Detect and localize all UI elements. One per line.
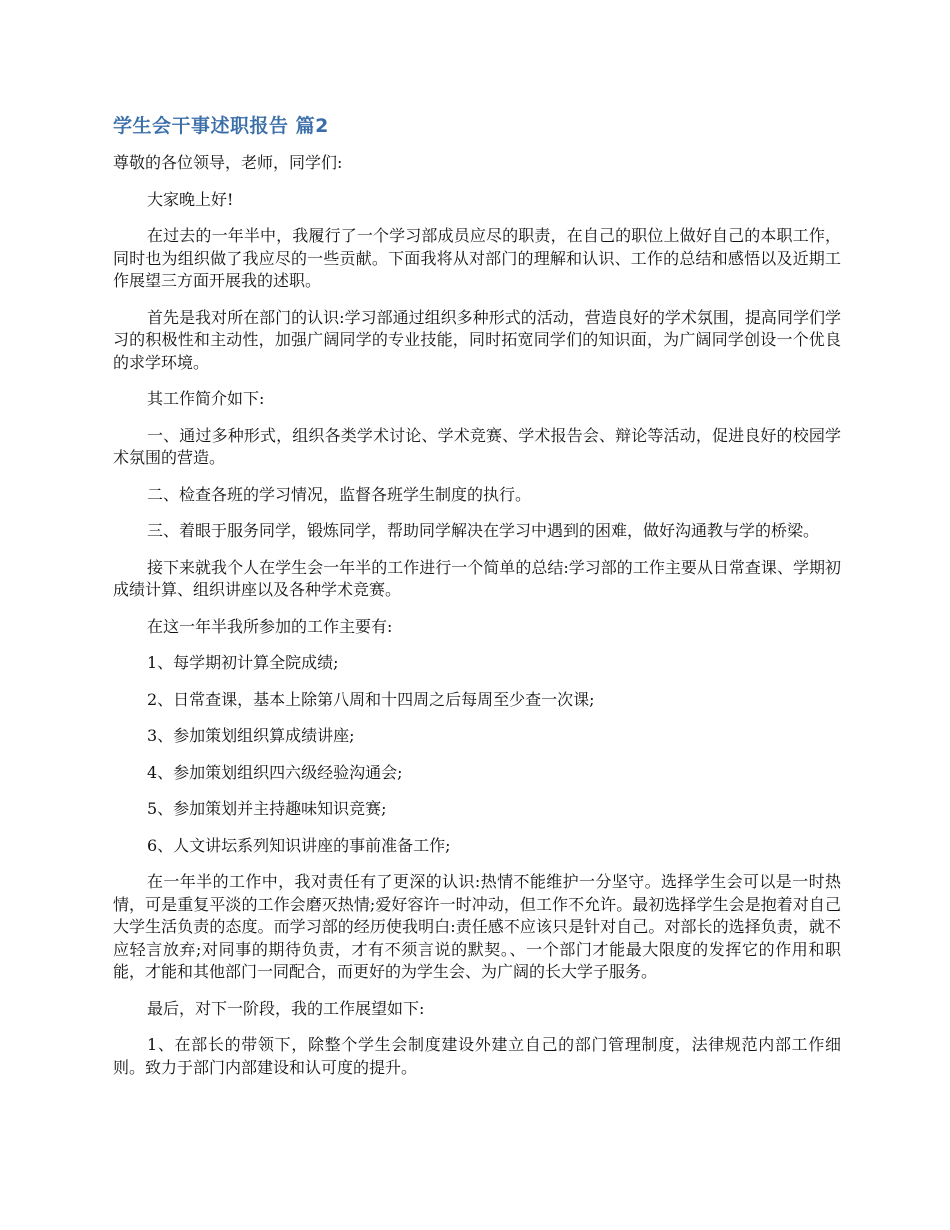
list-item: 6、人文讲坛系列知识讲座的事前准备工作; (147, 835, 451, 855)
work-item-paragraph: 一、通过多种形式，组织各类学术讨论、学术竞赛、学术报告会、辩论等活动，促进良好的校园学术氛围的营造。 (113, 425, 841, 467)
list-item: 5、参加策划并主持趣味知识竞赛; (147, 799, 387, 818)
list-item: 1、每学期初计算全院成绩; (147, 653, 339, 672)
department-paragraph: 首先是我对所在部门的认识:学习部通过组织多种形式的活动，营造良好的学术氛围，提高同学们学习的积极性和主动性，加强广阔同学的专业技能，同时拓宽同学们的知识面，为广阔同学创设一个优良的求学环境。 (113, 307, 841, 372)
work-item-paragraph: 三、着眼于服务同学，锻炼同学，帮助同学解决在学习中遇到的困难，做好沟通教与学的桥梁。 (147, 521, 820, 540)
work-item-paragraph: 二、检查各班的学习情况，监督各班学生制度的执行。 (147, 484, 532, 504)
work-intro-paragraph: 其工作简介如下: (147, 389, 265, 408)
intro-paragraph: 在过去的一年半中，我履行了一个学习部成员应尽的职责，在自己的职位上做好自己的本职工作，同时也为组织做了我应尽的一些贡献。下面我将从对部门的理解和认识、工作的总结和感悟以及近期工作展望三方面开展我的述职。 (113, 226, 841, 290)
list-item: 4、参加策划组织四六级经验沟通会; (147, 762, 403, 782)
outlook-intro-paragraph: 最后，对下一阶段，我的工作展望如下: (147, 998, 425, 1018)
participation-intro-paragraph: 在这一年半我所参加的工作主要有: (147, 616, 393, 636)
outlook-item-paragraph: 1、在部长的带领下，除整个学生会制度建设外建立自己的部门管理制度，法律规范内部工作细则。致力于部门内部建设和认可度的提升。 (113, 1035, 841, 1077)
list-item: 2、日常查课，基本上除第八周和十四周之后每周至少查一次课; (147, 689, 595, 709)
reflection-paragraph: 在一年半的工作中，我对责任有了更深的认识:热情不能维护一分坚守。选择学生会可以是一时热情，可是重复平淡的工作会磨灭热情;爱好容许一时冲动，但工作不允许。最初选择学生会是抱着对自己大学生活负责的态度。而学习部的经历使我明白:责任感不应该只是针对自己。对部长的选择负责，就不应轻言放弃;对同事的期待负责，才有不须言说的默契。、一个部门才能最大限度的发挥它的作用和职能，才能和其他部门一同配合，而更好的为学生会、为广阔的长大学子服务。 (113, 872, 841, 981)
document-title: 学生会干事述职报告 篇2 (113, 115, 329, 137)
paragraph-list (113, 152, 841, 1079)
document-body (113, 112, 841, 1093)
list-item: 3、参加策划组织算成绩讲座; (147, 726, 355, 745)
summary-paragraph: 接下来就我个人在学生会一年半的工作进行一个简单的总结:学习部的工作主要从日常查课、学期初成绩计算、组织讲座以及各种学术竞赛。 (113, 557, 841, 599)
greeting-paragraph: 尊敬的各位领导，老师，同学们: (113, 153, 343, 172)
opening-paragraph: 大家晚上好! (147, 189, 234, 209)
